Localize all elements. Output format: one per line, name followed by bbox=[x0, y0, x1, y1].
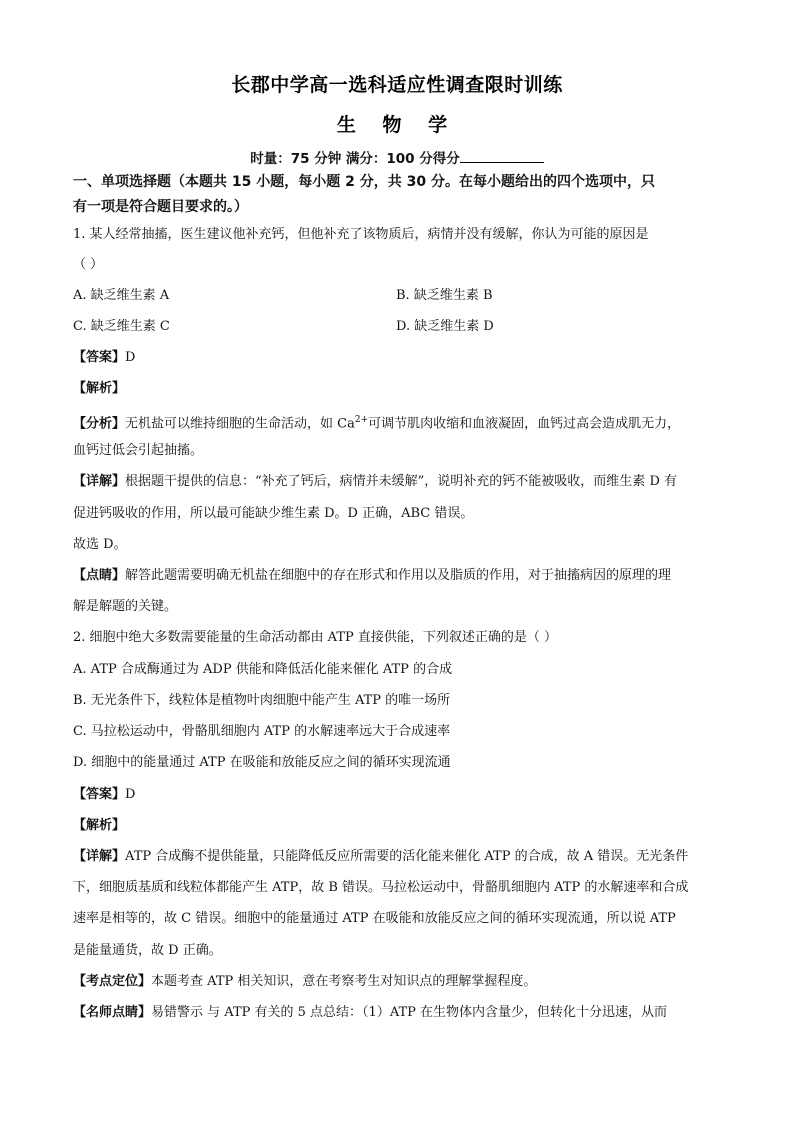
q2-xiangjie-line3: 速率是相等的，故 C 错误。细胞中的能量通过 ATP 在吸能和放能反应之间的循环实现流通，所以说 ATP bbox=[73, 911, 676, 926]
subject-title bbox=[0, 110, 794, 137]
q1-stem-line1: 1. 某人经常抽搐，医生建议他补充钙，但他补充了该物质后，病情并没有缓解，你认为可能的原因是 bbox=[73, 227, 649, 242]
xiangjie-tag: 【详解】 bbox=[73, 474, 126, 489]
fenxi-sup: 2+ bbox=[354, 415, 369, 425]
score-blank bbox=[460, 150, 544, 163]
q2-kaodian bbox=[73, 972, 723, 992]
q1-fenxi-line1 bbox=[73, 410, 723, 434]
dianjing-text1: 解答此题需要明确无机盐在细胞中的存在形式和作用以及脂质的作用，对于抽搐病因的原理的理 bbox=[125, 568, 672, 583]
q2-xiangjie-line4: 是能量通货，故 D 正确。 bbox=[73, 943, 222, 958]
q1-option-d: D. 缺乏维生素 D bbox=[396, 319, 494, 334]
q2-stem: 2. 细胞中绝大多数需要能量的生命活动都由 ATP 直接供能，下列叙述正确的是（ ） bbox=[73, 630, 558, 645]
answer-value: D bbox=[125, 350, 136, 365]
xiangjie-tag: 【详解】 bbox=[73, 849, 126, 864]
answer-value: D bbox=[125, 787, 136, 802]
q2-option-a: A. ATP 合成酶通过为 ADP 供能和降低活化能来催化 ATP 的合成 bbox=[73, 662, 453, 677]
q1-option-b: B. 缺乏维生素 B bbox=[396, 288, 493, 303]
q2-option-b: B. 无光条件下，线粒体是植物叶肉细胞中能产生 ATP 的唯一场所 bbox=[73, 693, 451, 708]
exam-meta bbox=[0, 147, 794, 167]
q1-analysis-tag bbox=[73, 379, 723, 399]
subject-text: 生 物 学 bbox=[336, 114, 458, 136]
q2-option-c: C. 马拉松运动中，骨骼肌细胞内 ATP 的水解速率远大于合成速率 bbox=[73, 724, 451, 739]
q2-answer bbox=[73, 785, 723, 805]
q1-fenxi-line2: 血钙过低会引起抽搐。 bbox=[73, 443, 204, 458]
q2-analysis-tag bbox=[73, 816, 723, 836]
q2-option-d: D. 细胞中的能量通过 ATP 在吸能和放能反应之间的循环实现流通 bbox=[73, 755, 451, 770]
section-heading bbox=[73, 170, 723, 220]
q2-xiangjie-line2: 下，细胞质基质和线粒体都能产生 ATP，故 B 错误。马拉松运动中，骨骼肌细胞内 ATP 的水解速率和合成 bbox=[73, 880, 689, 895]
mingshi-tag: 【名师点睛】 bbox=[73, 1005, 152, 1020]
analysis-tag: 【解析】 bbox=[73, 818, 126, 833]
q2-mingshi bbox=[73, 1003, 723, 1023]
xiangjie-text1: 根据题干提供的信息：“补充了钙后，病情并未缓解”，说明补充的钙不能被吸收，而维生素 D 有 bbox=[125, 474, 677, 489]
q1-xiangjie-line2: 促进钙吸收的作用，所以最可能缺少维生素 D。D 正确，ABC 错误。 bbox=[73, 506, 474, 521]
analysis-tag: 【解析】 bbox=[73, 381, 126, 396]
kaodian-text: 本题考查 ATP 相关知识，意在考察考生对知识点的理解掌握程度。 bbox=[151, 974, 537, 989]
q1-option-a: A. 缺乏维生素 A bbox=[73, 288, 170, 303]
q1-xiangjie-line1 bbox=[73, 472, 723, 492]
answer-tag: 【答案】 bbox=[73, 350, 126, 365]
mingshi-text: 易错警示 与 ATP 有关的 5 点总结：（1）ATP 在生物体内含量少，但转化十分迅速，从而 bbox=[151, 1005, 668, 1020]
q1-stem-line2: （ ） bbox=[73, 257, 104, 272]
exam-title: 长郡中学高一选科适应性调查限时训练 bbox=[231, 74, 563, 96]
q1-conclusion: 故选 D。 bbox=[73, 537, 127, 552]
section-heading-line2: 有一项是符合题目要求的。） bbox=[73, 199, 248, 215]
section-heading-line1: 一、单项选择题（本题共 15 小题，每小题 2 分，共 30 分。在每小题给出的四个选项中，只 bbox=[73, 174, 655, 190]
fenxi-text1: 无机盐可以维持细胞的生命活动，如 Ca bbox=[125, 416, 355, 432]
answer-tag: 【答案】 bbox=[73, 787, 126, 802]
meta-text: 时量：75 分钟 满分：100 分得分 bbox=[250, 151, 460, 167]
fenxi-text2: 可调节肌肉收缩和血液凝固，血钙过高会造成肌无力， bbox=[368, 416, 681, 432]
dianjing-tag: 【点睛】 bbox=[73, 568, 126, 583]
fenxi-tag: 【分析】 bbox=[73, 416, 126, 432]
q1-option-c: C. 缺乏维生素 C bbox=[73, 319, 170, 334]
q1-answer bbox=[73, 348, 723, 368]
kaodian-tag: 【考点定位】 bbox=[73, 974, 152, 989]
q1-dianjing-line2: 解是解题的关键。 bbox=[73, 599, 178, 614]
xiangjie-text1: ATP 合成酶不提供能量，只能降低反应所需要的活化能来催化 ATP 的合成，故 A 错误。无光条件 bbox=[125, 849, 689, 864]
q2-xiangjie-line1 bbox=[73, 847, 723, 867]
q1-dianjing-line1 bbox=[73, 566, 723, 586]
